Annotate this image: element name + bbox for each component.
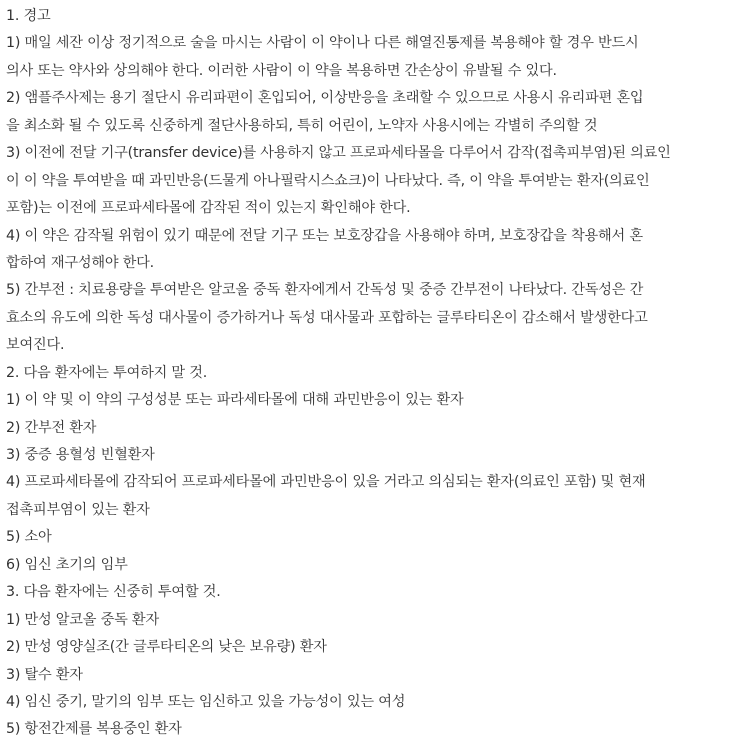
text-line: 합하여 재구성해야 한다. <box>6 254 154 271</box>
text-line: 의사 또는 약사와 상의해야 한다. 이러한 사람이 이 약을 복용하면 간손상이 유발될 수 있다. <box>6 62 557 79</box>
list-item: 1) 이 약 및 이 약의 구성성분 또는 파라세타몰에 대해 과민반응이 있는 환자 <box>6 392 464 409</box>
text-line: 1) 매일 세잔 이상 정기적으로 술을 마시는 사람이 이 약이나 다른 해열진통제를 복용해야 할 경우 반드시 <box>6 35 639 52</box>
list-item: 4) 프로파세타몰에 감작되어 프로파세타몰에 과민반응이 있을 거라고 의심되는 환자(의료인 포함) 및 현재 <box>6 474 646 491</box>
text-line: 3) 이전에 전달 기구(transfer device)를 사용하지 않고 프로파세타몰을 다루어서 감작(접촉피부염)된 의료인 <box>6 145 671 162</box>
text-line: 4) 이 약은 감작될 위험이 있기 때문에 전달 기구 또는 보호장갑을 사용해야 하며, 보호장갑을 착용해서 혼 <box>6 227 643 244</box>
section-heading-caution: 3. 다음 환자에는 신중히 투여할 것. <box>6 584 221 601</box>
document-body <box>6 3 726 744</box>
list-item: 1) 만성 알코올 중독 환자 <box>6 611 159 628</box>
list-item: 2) 간부전 환자 <box>6 419 97 436</box>
section-heading-contraindications: 2. 다음 환자에는 투여하지 말 것. <box>6 364 208 381</box>
list-item: 5) 소아 <box>6 529 52 546</box>
text-line: 5) 간부전 : 치료용량을 투여받은 알코올 중독 환자에게서 간독성 및 중증 간부전이 나타났다. 간독성은 간 <box>6 282 644 299</box>
list-item: 2) 만성 영양실조(간 글루타티온의 낮은 보유량) 환자 <box>6 639 327 656</box>
text-line: 포함)는 이전에 프로파세타몰에 감작된 적이 있는지 확인해야 한다. <box>6 200 411 217</box>
text-line: 2) 앰플주사제는 용기 절단시 유리파편이 혼입되어, 이상반응을 초래할 수 있으므로 사용시 유리파편 혼입 <box>6 90 644 107</box>
list-item: 4) 임신 중기, 말기의 임부 또는 임신하고 있을 가능성이 있는 여성 <box>6 693 406 710</box>
list-item: 3) 중증 용혈성 빈혈환자 <box>6 447 155 463</box>
list-item: 6) 임신 초기의 임부 <box>6 556 128 573</box>
list-item: 3) 탈수 환자 <box>6 666 83 683</box>
text-line: 이 이 약을 투여받을 때 과민반응(드물게 아나필락시스쇼크)이 나타났다. 즉, 이 약을 투여받는 환자(의료인 <box>6 172 650 189</box>
section-heading-warnings: 1. 경고 <box>6 8 51 24</box>
text-line: 을 최소화 될 수 있도록 신중하게 절단사용하되, 특히 어린이, 노약자 사용시에는 각별히 주의할 것 <box>6 117 598 134</box>
text-line: 접촉피부염이 있는 환자 <box>6 501 150 518</box>
text-line: 효소의 유도에 의한 독성 대사물이 증가하거나 독성 대사물과 포합하는 글루타티온이 감소해서 발생한다고 <box>6 309 648 326</box>
text-line: 보여진다. <box>6 337 65 354</box>
list-item: 5) 항전간제를 복용중인 환자 <box>6 721 182 738</box>
